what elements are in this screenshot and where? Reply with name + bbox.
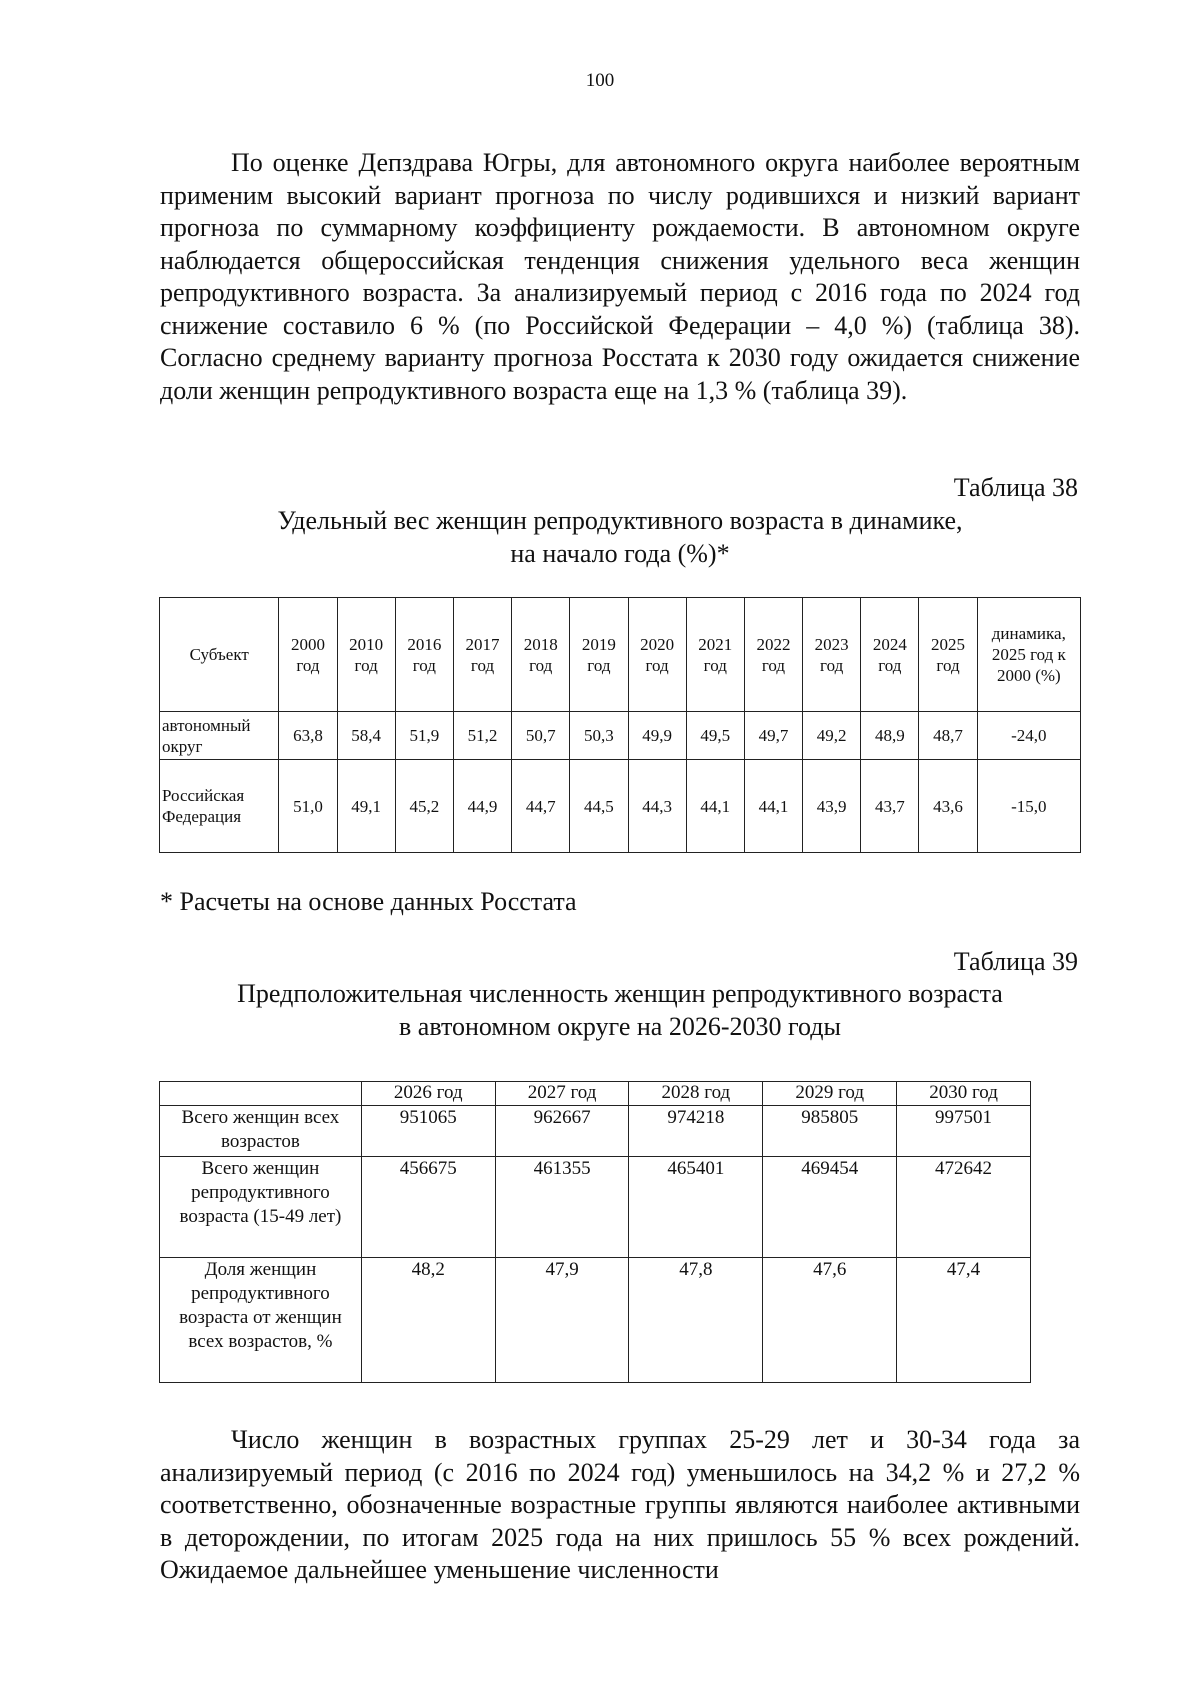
table38-header-2018: 2018 год bbox=[512, 598, 570, 712]
table38-header-2010: 2010 год bbox=[337, 598, 395, 712]
table39-header-2030: 2030 год bbox=[897, 1082, 1031, 1106]
table38-header-2023: 2023 год bbox=[803, 598, 861, 712]
table38-title bbox=[160, 504, 1080, 570]
table39-header-2028: 2028 год bbox=[629, 1082, 763, 1106]
table39-cell: 985805 bbox=[763, 1106, 897, 1157]
table38-dynamics-cell: -24,0 bbox=[977, 712, 1080, 760]
table38-subject-cell: автономный округ bbox=[160, 712, 279, 760]
table39-row-label: Всего женщин всех возрастов bbox=[160, 1106, 362, 1157]
table39-cell: 465401 bbox=[629, 1157, 763, 1258]
table-38 bbox=[159, 597, 1081, 853]
paragraph-intro: По оценке Депздрава Югры, для автономного округа наиболее вероятным применим высокий вариант прогноза по числу родившихся и низкий вариант прогноза по суммарному коэффициенту рождаемости. В автономном округе наблюдается общероссийская тенденция снижения удельного веса женщин репродуктивного возраста. За анализируемый период с 2016 года по 2024 год снижение составило 6 % (по Российской Федерации – 4,0 %) (таблица 38). Согласно среднему варианту прогноза Росстата к 2030 году ожидается снижение доли женщин репродуктивного возраста еще на 1,3 % (таблица 39). bbox=[160, 148, 1080, 405]
table39-title bbox=[160, 977, 1080, 1043]
table38-cell: 49,5 bbox=[686, 712, 744, 760]
table38-cell: 50,3 bbox=[570, 712, 628, 760]
table39-row-label: Доля женщин репродуктивного возраста от женщин всех возрастов, % bbox=[160, 1258, 362, 1383]
table38-cell: 43,9 bbox=[803, 760, 861, 853]
table38-header-2022: 2022 год bbox=[744, 598, 802, 712]
table39-header-2026: 2026 год bbox=[361, 1082, 495, 1106]
table38-cell: 44,1 bbox=[744, 760, 802, 853]
table38-cell: 48,9 bbox=[861, 712, 919, 760]
table38-cell: 49,7 bbox=[744, 712, 802, 760]
table39-cell: 47,8 bbox=[629, 1258, 763, 1383]
table38-header-dynamics: динамика, 2025 год к 2000 (%) bbox=[977, 598, 1080, 712]
table38-cell: 44,7 bbox=[512, 760, 570, 853]
table38-header-subject: Субъект bbox=[160, 598, 279, 712]
table38-cell: 43,7 bbox=[861, 760, 919, 853]
table38-cell: 63,8 bbox=[279, 712, 337, 760]
table38-cell: 51,2 bbox=[453, 712, 511, 760]
table38-footnote: * Расчеты на основе данных Росстата bbox=[160, 887, 577, 916]
table39-cell: 48,2 bbox=[361, 1258, 495, 1383]
table39-title-line1: Предположительная численность женщин репродуктивного возраста bbox=[237, 979, 1003, 1008]
table-row bbox=[160, 760, 1081, 853]
table38-header-2019: 2019 год bbox=[570, 598, 628, 712]
table39-cell: 974218 bbox=[629, 1106, 763, 1157]
table-row bbox=[160, 1157, 1031, 1258]
table38-cell: 50,7 bbox=[512, 712, 570, 760]
table38-header-2021: 2021 год bbox=[686, 598, 744, 712]
table38-title-line2: на начало года (%)* bbox=[510, 539, 730, 568]
table39-cell: 47,4 bbox=[897, 1258, 1031, 1383]
table-row bbox=[160, 1258, 1031, 1383]
table38-header-row bbox=[160, 598, 1081, 712]
paragraph-age-groups: Число женщин в возрастных группах 25-29 лет и 30-34 года за анализируемый период (с 2016 по 2024 год) уменьшилось на 34,2 % и 27,2 % соответственно, обозначенные возрастные группы являются наиболее активными в деторождении, по итогам 2025 года на них пришлось 55 % всех рождений. Ожидаемое дальнейшее уменьшение численности bbox=[160, 1425, 1080, 1584]
table39-cell: 47,9 bbox=[495, 1258, 629, 1383]
table38-subject-cell: Российская Федерация bbox=[160, 760, 279, 853]
table38-header-2016: 2016 год bbox=[395, 598, 453, 712]
table39-row-label: Всего женщин репродуктивного возраста (15-49 лет) bbox=[160, 1157, 362, 1258]
table-row bbox=[160, 1106, 1031, 1157]
table38-header-2017: 2017 год bbox=[453, 598, 511, 712]
table38-cell: 44,1 bbox=[686, 760, 744, 853]
table38-cell: 49,2 bbox=[803, 712, 861, 760]
table39-header-row bbox=[160, 1082, 1031, 1106]
table39-cell: 47,6 bbox=[763, 1258, 897, 1383]
table39-header-2029: 2029 год bbox=[763, 1082, 897, 1106]
table39-cell: 951065 bbox=[361, 1106, 495, 1157]
table38-cell: 51,0 bbox=[279, 760, 337, 853]
table38-title-line1: Удельный вес женщин репродуктивного возраста в динамике, bbox=[277, 506, 963, 535]
table38-cell: 44,3 bbox=[628, 760, 686, 853]
table38-cell: 49,1 bbox=[337, 760, 395, 853]
table38-header-2024: 2024 год bbox=[861, 598, 919, 712]
page-number: 100 bbox=[585, 70, 615, 91]
table38-dynamics-cell: -15,0 bbox=[977, 760, 1080, 853]
table39-cell: 997501 bbox=[897, 1106, 1031, 1157]
table38-cell: 58,4 bbox=[337, 712, 395, 760]
table38-header-2020: 2020 год bbox=[628, 598, 686, 712]
table39-cell: 472642 bbox=[897, 1157, 1031, 1258]
table-39 bbox=[159, 1081, 1031, 1383]
table39-header-blank bbox=[160, 1082, 362, 1106]
table38-header-2025: 2025 год bbox=[919, 598, 977, 712]
table38-cell: 45,2 bbox=[395, 760, 453, 853]
table39-header-2027: 2027 год bbox=[495, 1082, 629, 1106]
table38-cell: 49,9 bbox=[628, 712, 686, 760]
table39-title-line2: в автономном округе на 2026-2030 годы bbox=[399, 1012, 841, 1041]
table39-cell: 456675 bbox=[361, 1157, 495, 1258]
table39-cell: 461355 bbox=[495, 1157, 629, 1258]
table38-cell: 51,9 bbox=[395, 712, 453, 760]
table39-label: Таблица 39 bbox=[953, 947, 1078, 976]
table38-header-2000: 2000 год bbox=[279, 598, 337, 712]
table39-cell: 469454 bbox=[763, 1157, 897, 1258]
table38-label: Таблица 38 bbox=[953, 473, 1078, 502]
table38-cell: 43,6 bbox=[919, 760, 977, 853]
table-row bbox=[160, 712, 1081, 760]
table38-cell: 44,5 bbox=[570, 760, 628, 853]
table38-cell: 48,7 bbox=[919, 712, 977, 760]
table39-cell: 962667 bbox=[495, 1106, 629, 1157]
table38-cell: 44,9 bbox=[453, 760, 511, 853]
